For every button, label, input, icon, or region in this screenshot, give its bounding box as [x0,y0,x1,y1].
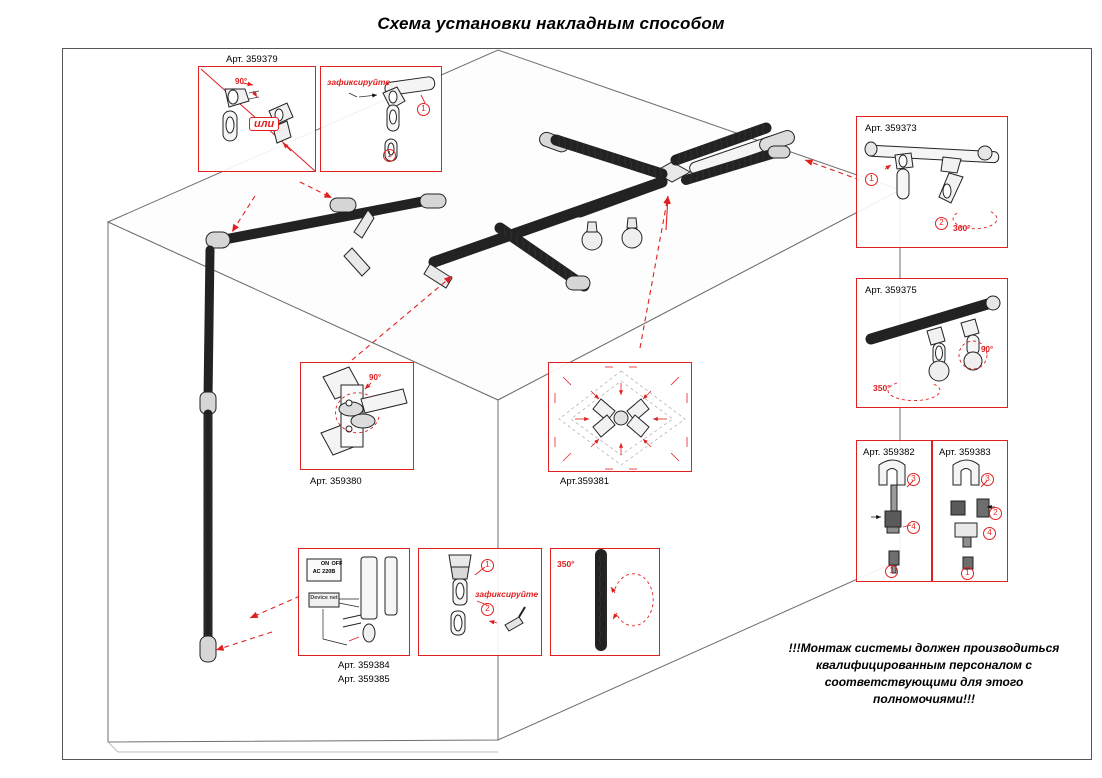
panel-359379-a [198,66,316,172]
caption-359379: Арт. 359379 [226,54,278,65]
panel-switch-driver [298,548,410,656]
badge-1-a: 1 [417,103,430,116]
badge-4-a: 4 [907,521,920,534]
switch-on-label: ON [320,561,330,567]
panel-359373 [856,116,1008,248]
label-350-b: 350° [557,559,575,569]
badge-4-b: 4 [983,527,996,540]
page-title: Схема установки накладным способом [377,14,725,33]
badge-1-d: 1 [885,565,898,578]
panel-359382 [856,440,932,582]
panel-359380 [300,362,414,470]
caption-359373: Арт. 359373 [865,123,917,134]
label-350-a: 350° [873,383,891,393]
caption-359383: Арт. 359383 [939,447,991,458]
switch-ac-label: AC 220В [312,569,336,575]
caption-359385: Арт. 359385 [338,674,390,685]
label-90-deg-b: 90° [981,345,994,354]
caption-359381: Арт.359381 [560,476,610,487]
badge-3-a: 3 [907,473,920,486]
badge-2-c: 2 [481,603,494,616]
driver-label: Device net [310,595,338,601]
badge-1-e: 1 [961,567,974,580]
panel-flex-segment [550,548,660,656]
panel-359381 [548,362,692,472]
label-90-deg-c: 90° [369,373,382,382]
badge-2-a: 2 [935,217,948,230]
caption-359375: Арт. 359375 [865,285,917,296]
panel-359375 [856,278,1008,408]
label-90-deg-a: 90° [235,77,248,86]
label-or: или [249,117,279,131]
panel-lamp-mount [418,548,542,656]
switch-off-label: OFF [331,561,343,567]
badge-1-b: 1 [383,149,396,162]
caption-359380: Арт. 359380 [310,476,362,487]
badge-1-f: 1 [481,559,494,572]
safety-warning: !!!Монтаж системы должен производиться квалифицированным персоналом с соответствующими для этого полномочиями!!! [788,641,1060,706]
panel-359383 [932,440,1008,582]
badge-3-b: 3 [981,473,994,486]
label-fix-b: зафиксируйте [475,589,539,599]
badge-1-c: 1 [865,173,878,186]
badge-2-b: 2 [989,507,1002,520]
label-fix-a: зафиксируйте [327,77,391,87]
caption-359384: Арт. 359384 [338,660,390,671]
label-360: 360° [953,223,971,233]
caption-359382: Арт. 359382 [863,447,915,458]
panel-359379-b [320,66,442,172]
